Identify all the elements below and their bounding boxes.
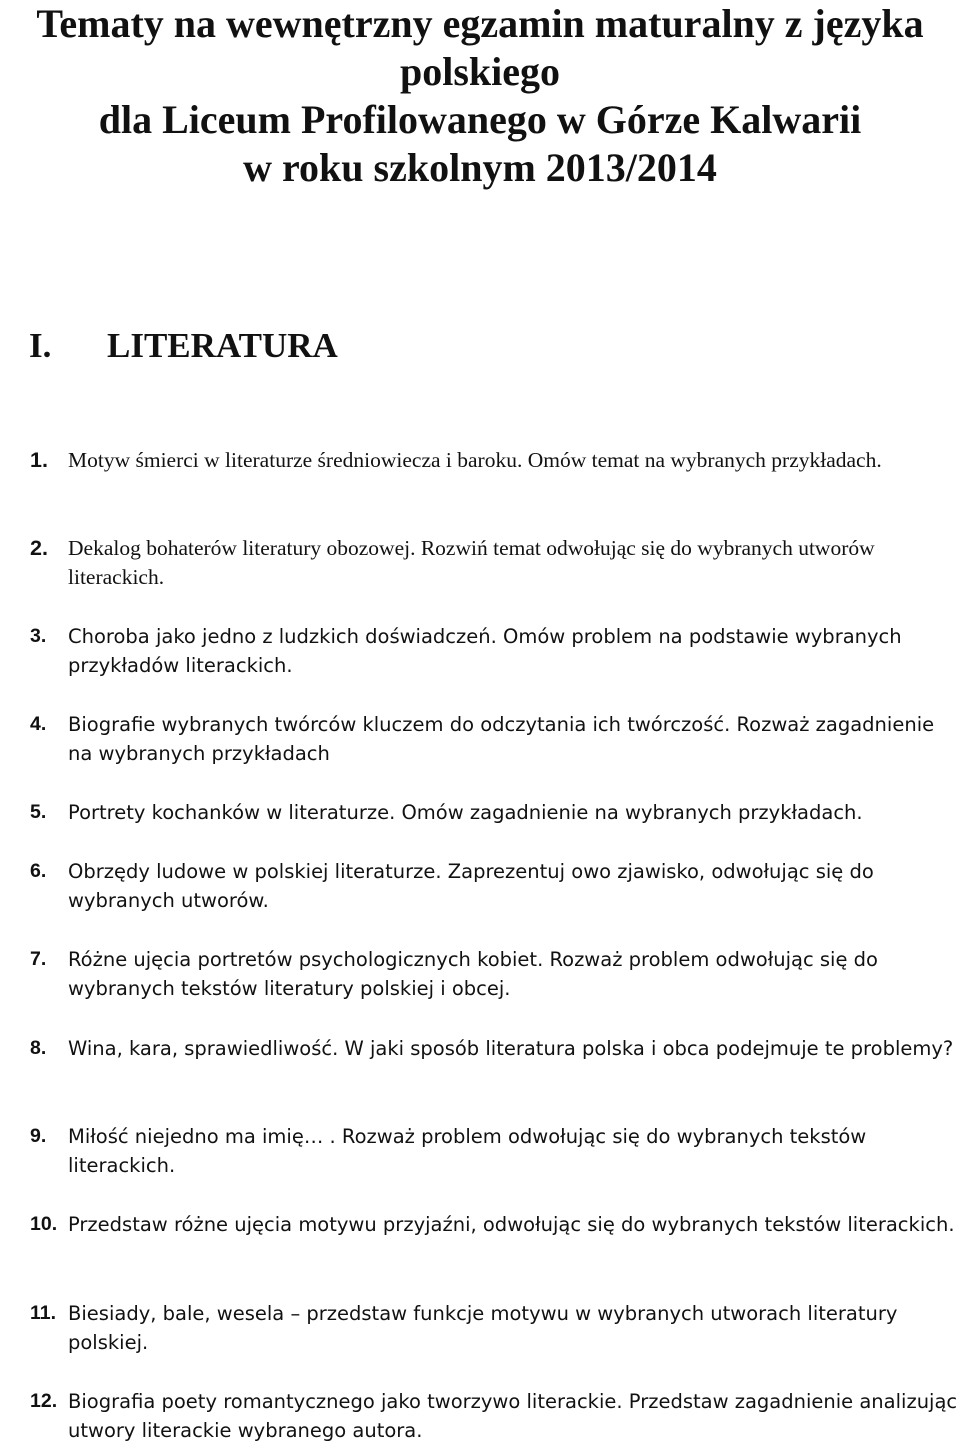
section-heading — [29, 326, 338, 366]
topic-item-8 — [30, 1034, 960, 1063]
topic-item-1 — [30, 446, 960, 475]
title-line-3: dla Liceum Profilowanego w Górze Kalwarii — [98, 97, 862, 142]
page-title — [0, 0, 960, 192]
section-numeral: I. — [29, 326, 52, 365]
topic-item-9 — [30, 1122, 960, 1180]
topic-text: Biesiady, bale, wesela – przedstaw funkcje motywu w wybranych utworach literatury polskiej. — [68, 1302, 898, 1354]
topic-text: Portrety kochanków w literaturze. Omów zagadnienie na wybranych przykładach. — [68, 801, 863, 824]
topic-number: 12. — [30, 1390, 58, 1412]
section-label: LITERATURA — [107, 326, 338, 365]
topic-item-4 — [30, 710, 960, 768]
topic-text: Wina, kara, sprawiedliwość. W jaki sposób literatura polska i obca podejmuje te problemy? — [68, 1037, 954, 1060]
topic-number: 8. — [30, 1037, 47, 1059]
topic-text: Przedstaw różne ujęcia motywu przyjaźni, odwołując się do wybranych tekstów literackich. — [68, 1213, 955, 1236]
topic-text: Obrzędy ludowe w polskiej literaturze. Zaprezentuj owo zjawisko, odwołując się do wybranych utworów. — [68, 860, 874, 912]
topic-item-2 — [30, 534, 960, 592]
topic-number: 2. — [30, 536, 48, 560]
topic-item-3 — [30, 622, 960, 680]
title-line-2: polskiego — [399, 49, 561, 94]
topic-text: Miłość niejedno ma imię… . Rozważ problem odwołując się do wybranych tekstów literackich. — [68, 1125, 867, 1177]
topic-number: 10. — [30, 1213, 58, 1235]
topic-number: 5. — [30, 801, 47, 823]
topic-text: Biografie wybranych twórców kluczem do odczytania ich twórczość. Rozważ zagadnienie na wybranych przykładach — [68, 713, 935, 765]
topic-item-10 — [30, 1210, 960, 1239]
topic-text: Różne ujęcia portretów psychologicznych kobiet. Rozważ problem odwołując się do wybranych tekstów literatury polskiej i obcej. — [68, 948, 878, 1000]
topic-number: 4. — [30, 713, 47, 735]
topic-text: Dekalog bohaterów literatury obozowej. Rozwiń temat odwołując się do wybranych utworów literackich. — [68, 536, 875, 589]
topic-item-12 — [30, 1387, 960, 1445]
title-line-4: w roku szkolnym 2013/2014 — [243, 145, 717, 190]
topic-number: 3. — [30, 625, 47, 647]
topic-item-7 — [30, 945, 960, 1003]
title-line-1: Tematy na wewnętrzny egzamin maturalny z języka — [36, 1, 924, 46]
topic-number: 9. — [30, 1125, 47, 1147]
topic-item-6 — [30, 857, 960, 915]
topic-number: 1. — [30, 448, 48, 472]
topic-item-11 — [30, 1299, 960, 1357]
topic-item-5 — [30, 798, 960, 827]
topic-text: Motyw śmierci w literaturze średniowiecza i baroku. Omów temat na wybranych przykładach. — [68, 448, 882, 472]
topic-text: Choroba jako jedno z ludzkich doświadczeń. Omów problem na podstawie wybranych przykładów literackich. — [68, 625, 902, 677]
topic-number: 7. — [30, 948, 47, 970]
topic-number: 6. — [30, 860, 47, 882]
topic-text: Biografia poety romantycznego jako tworzywo literackie. Przedstaw zagadnienie analizując utwory literackie wybranego autora. — [68, 1390, 958, 1442]
topic-number: 11. — [30, 1302, 57, 1324]
